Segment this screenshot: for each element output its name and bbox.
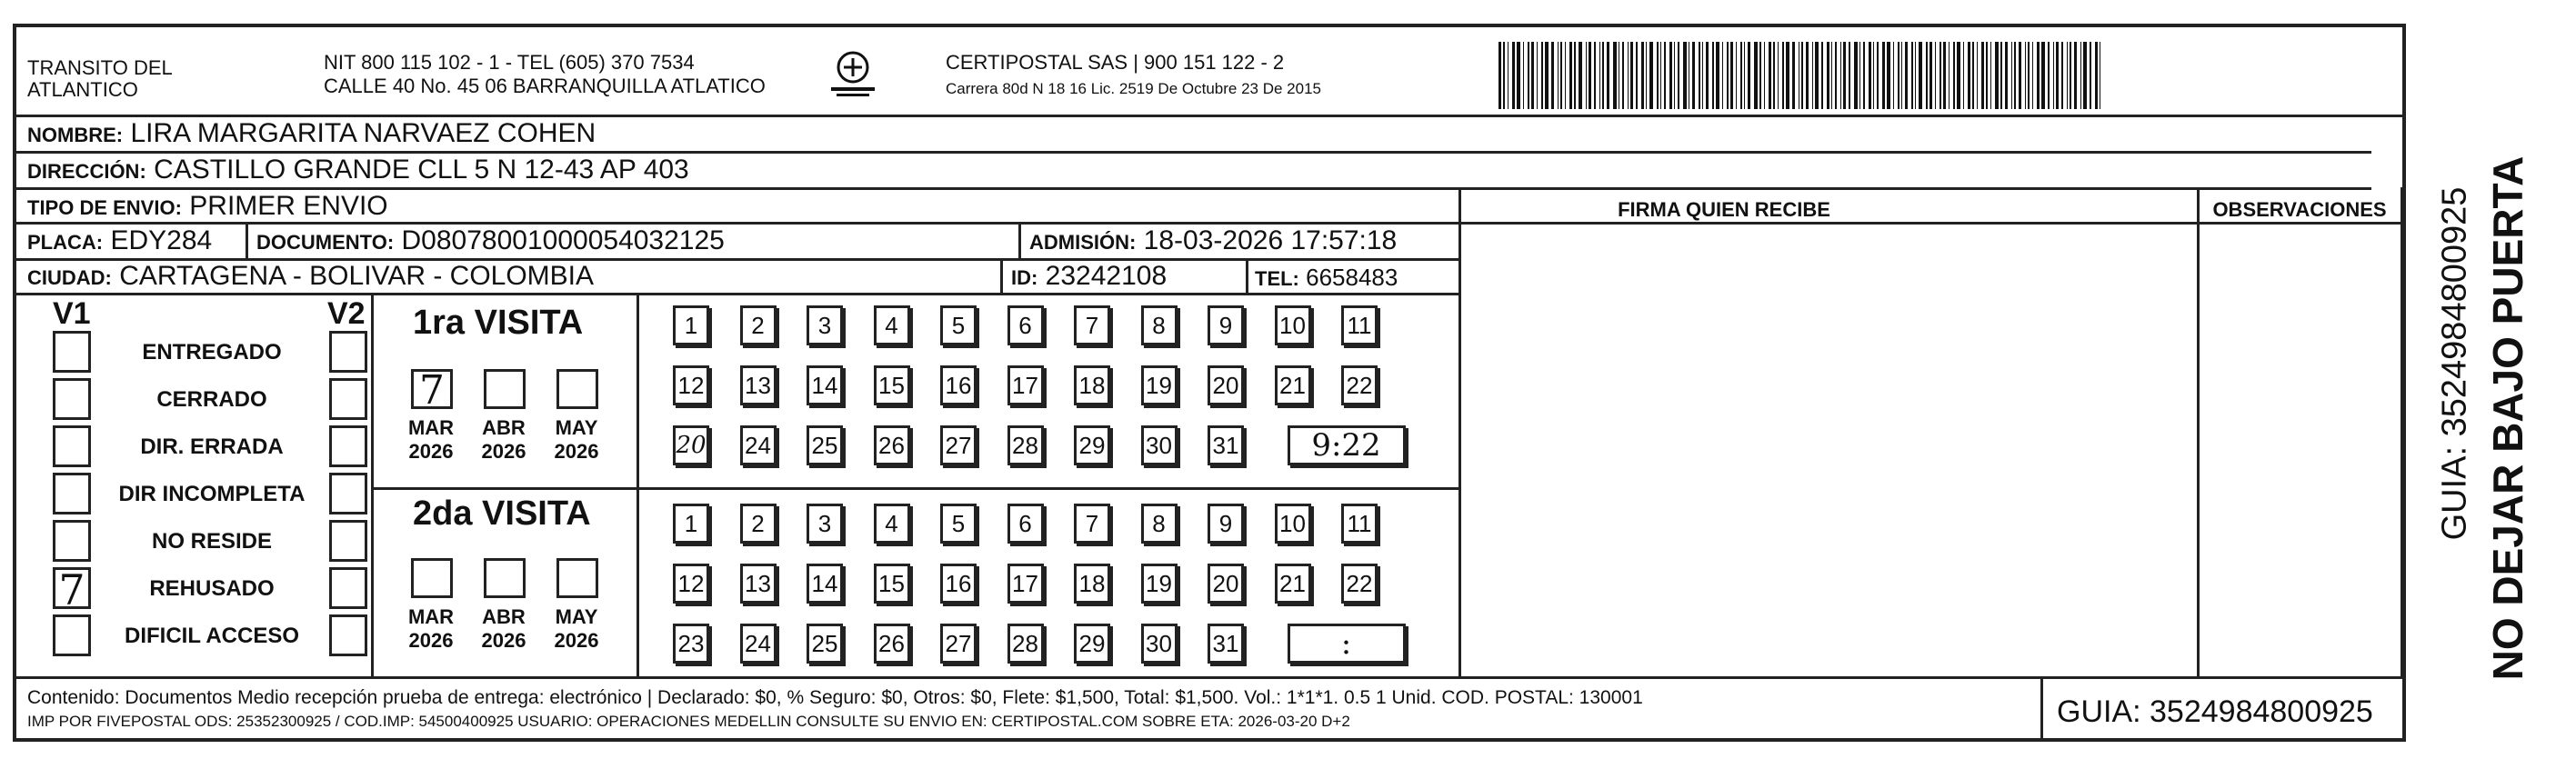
admission-datetime: 18-03-2026 17:57:18 — [1143, 225, 1398, 255]
admission-field — [1029, 225, 1397, 256]
barcode-bar — [2032, 42, 2033, 109]
barcode-bar — [1706, 42, 1709, 109]
barcode-bar — [1599, 42, 1600, 109]
v2-checkbox-6[interactable] — [329, 567, 367, 609]
barcode-bar — [1769, 42, 1771, 109]
v2-checkbox-3[interactable] — [329, 425, 367, 467]
no-slide-under-door-warning: NO DEJAR BAJO PUERTA — [2484, 155, 2531, 681]
visit1-day-19[interactable]: 19 — [1141, 365, 1178, 405]
status-option-label: DIFICIL ACCESO — [124, 624, 299, 648]
barcode-bar — [1537, 42, 1538, 109]
barcode-bar — [1827, 42, 1829, 109]
barcode-bar — [1594, 42, 1596, 109]
id-label: ID: — [1011, 266, 1038, 289]
barcode-bar — [1531, 42, 1534, 109]
barcode-bar — [1957, 42, 1960, 109]
barcode-bar — [1586, 42, 1587, 109]
v2-checkbox-2[interactable] — [329, 378, 367, 420]
barcode-bar — [1801, 42, 1803, 109]
visit2-day-31[interactable]: 31 — [1208, 624, 1244, 664]
barcode-bar — [1990, 42, 1991, 109]
barcode-bar — [1579, 42, 1582, 109]
visit2-day-24[interactable]: 24 — [740, 624, 777, 664]
barcode-bar — [1812, 42, 1813, 109]
name-label: NOMBRE: — [27, 124, 124, 146]
status-option-label: DIR INCOMPLETA — [118, 482, 306, 506]
barcode-bar — [2011, 42, 2012, 109]
barcode-bar — [1702, 42, 1703, 109]
barcode-bar — [2048, 42, 2050, 109]
barcode-bar — [1560, 42, 1562, 109]
courier-line2: Carrera 80d N 18 16 Lic. 2519 De Octubre 23 De 2015 — [946, 80, 1321, 97]
barcode-bar — [1995, 42, 1999, 109]
visit1-day-3[interactable]: 3 — [807, 305, 843, 345]
barcode-bar — [2005, 42, 2008, 109]
visit2-day-5[interactable]: 5 — [940, 504, 977, 544]
barcode-bar — [1722, 42, 1723, 109]
tel-field — [1255, 264, 1398, 292]
barcode-bar — [1664, 42, 1666, 109]
status-option-label: REHUSADO — [149, 576, 275, 601]
barcode-bar — [1574, 42, 1576, 109]
visit2-day-1[interactable]: 1 — [673, 504, 709, 544]
visit1-day-20[interactable]: 20 — [1208, 365, 1244, 405]
barcode-bar — [2025, 42, 2026, 109]
barcode-bar — [1859, 42, 1860, 109]
visit2-day-12[interactable]: 12 — [673, 564, 709, 604]
barcode-bar — [1754, 42, 1758, 109]
barcode-bar — [1764, 42, 1765, 109]
plate-label: PLACA: — [27, 231, 104, 254]
barcode-bar — [1622, 42, 1624, 109]
barcode-bar — [1901, 42, 1902, 109]
visit2-title: 2da VISITA — [413, 494, 591, 533]
barcode-bar — [1977, 42, 1978, 109]
visit1-day-27[interactable]: 27 — [940, 425, 977, 465]
barcode-bar — [1716, 42, 1719, 109]
visit2-day-4[interactable]: 4 — [874, 504, 910, 544]
visit1-day-17[interactable]: 17 — [1007, 365, 1044, 405]
barcode-bar — [1873, 42, 1874, 109]
barcode-bar — [1699, 42, 1700, 109]
visit1-day-23[interactable]: 20 — [673, 425, 709, 465]
barcode-bar — [2067, 42, 2068, 109]
barcode-bar — [1887, 42, 1890, 109]
barcode-bar — [1882, 42, 1885, 109]
signature-column-header: FIRMA QUIEN RECIBE — [1618, 198, 1830, 221]
barcode-bar — [2083, 42, 2087, 109]
barcode-bar — [1986, 42, 1988, 109]
barcode-bar — [1589, 42, 1591, 109]
visit2-day-17[interactable]: 17 — [1007, 564, 1044, 604]
visit2-day-9[interactable]: 9 — [1208, 504, 1244, 544]
v1-checkbox-1[interactable] — [53, 331, 91, 373]
visit1-day-14[interactable]: 14 — [807, 365, 843, 405]
visit2-month-label: MAR 2026 — [407, 605, 455, 652]
barcode-bar — [1649, 42, 1653, 109]
visit1-day-22[interactable]: 22 — [1341, 365, 1378, 405]
barcode-bar — [1660, 42, 1661, 109]
visit1-day-24[interactable]: 24 — [740, 425, 777, 465]
visit1-day-6[interactable]: 6 — [1007, 305, 1044, 345]
visit2-month-checkbox-abr[interactable] — [484, 558, 526, 598]
imp-details: IMP POR FIVEPOSTAL ODS: 25352300925 / COD.IMP: 54500400925 USUARIO: OPERACIONES MEDELLIN CONSULTE SU ENVIO EN: CERTIPOSTAL.COM SOBRE ETA: 2026-03-20 D+2 — [27, 713, 1350, 730]
plate-field — [27, 225, 212, 256]
barcode-bar — [1929, 42, 1932, 109]
barcode-bar — [1943, 42, 1946, 109]
status-option-label: DIR. ERRADA — [140, 434, 284, 459]
v1-label: V1 — [53, 296, 91, 331]
barcode-bar — [1898, 42, 1899, 109]
visit1-time-box[interactable]: 9:22 — [1288, 425, 1406, 465]
barcode-bar — [1773, 42, 1775, 109]
barcode-bar — [1835, 42, 1837, 109]
visit2-month-label: MAY 2026 — [554, 605, 599, 652]
document-number: D08078001000054032125 — [401, 225, 725, 255]
barcode-bar — [1935, 42, 1936, 109]
barcode-bar — [1730, 42, 1733, 109]
document-label: DOCUMENTO: — [256, 231, 395, 254]
visit1-title: 1ra VISITA — [413, 304, 584, 342]
visit1-month-checkbox-abr[interactable] — [484, 369, 526, 409]
barcode-bar — [1815, 42, 1819, 109]
org-name-line1: TRANSITO DEL — [27, 56, 173, 79]
barcode-bar — [2074, 42, 2077, 109]
visit2-day-16[interactable]: 16 — [940, 564, 977, 604]
visit2-month-checkbox-may[interactable] — [556, 558, 598, 598]
visit1-day-28[interactable]: 28 — [1007, 425, 1044, 465]
barcode-bar — [1508, 42, 1509, 109]
barcode-bar — [1630, 42, 1633, 109]
visit1-day-8[interactable]: 8 — [1141, 305, 1178, 345]
barcode-bar — [2037, 42, 2040, 109]
barcode-bar — [1911, 42, 1913, 109]
visit1-day-1[interactable]: 1 — [673, 305, 709, 345]
shipment-type-label: TIPO DE ENVIO: — [27, 196, 182, 219]
v2-checkbox-1[interactable] — [329, 331, 367, 373]
address-line: CALLE 40 No. 45 06 BARRANQUILLA ATLATICO — [324, 75, 766, 97]
city-label: CIUDAD: — [27, 266, 112, 289]
v2-checkbox-5[interactable] — [329, 520, 367, 562]
barcode-bar — [1607, 42, 1609, 109]
id-field — [1011, 261, 1167, 292]
barcode-bar — [1636, 42, 1638, 109]
visit1-month-checkbox-may[interactable] — [556, 369, 598, 409]
visit2-day-18[interactable]: 18 — [1074, 564, 1110, 604]
tel-number: 6658483 — [1306, 264, 1398, 291]
barcode-bar — [1692, 42, 1695, 109]
barcode-bar — [1759, 42, 1761, 109]
recipient-name: LIRA MARGARITA NARVAEZ COHEN — [130, 118, 596, 148]
barcode-bar — [2028, 42, 2030, 109]
barcode-bar — [1949, 42, 1950, 109]
barcode-bar — [2090, 42, 2091, 109]
visit2-month-checkbox-mar[interactable] — [411, 558, 453, 598]
plate: EDY284 — [110, 225, 213, 255]
barcode-bar — [1674, 42, 1675, 109]
status-option-label: CERRADO — [156, 387, 267, 412]
visit1-day-12[interactable]: 12 — [673, 365, 709, 405]
barcode-bar — [2053, 42, 2054, 109]
city-field — [27, 261, 594, 292]
courier-line1: CERTIPOSTAL SAS | 900 151 122 - 2 — [946, 51, 1285, 74]
barcode-bar — [1940, 42, 1941, 109]
visit1-day-18[interactable]: 18 — [1074, 365, 1110, 405]
barcode-bar — [1736, 42, 1737, 109]
visit2-day-22[interactable]: 22 — [1341, 564, 1378, 604]
barcode-bar — [2095, 42, 2098, 109]
admission-label: ADMISIÓN: — [1029, 231, 1137, 254]
barcode-bar — [1683, 42, 1687, 109]
visit2-month-label: ABR 2026 — [481, 605, 526, 652]
barcode-bar — [1678, 42, 1679, 109]
barcode-bar — [1782, 42, 1784, 109]
barcode-bar — [2061, 42, 2063, 109]
barcode-bar — [1657, 42, 1659, 109]
side-guia: GUIA: 3524984800925 — [2435, 186, 2474, 541]
visit1-month-label: MAR 2026 — [407, 416, 455, 463]
barcode-bar — [2080, 42, 2081, 109]
visit1-day-7[interactable]: 7 — [1074, 305, 1110, 345]
visit2-day-25[interactable]: 25 — [807, 624, 843, 664]
barcode-bar — [1968, 42, 1970, 109]
barcode-bar — [1863, 42, 1865, 109]
recipient-address: CASTILLO GRANDE CLL 5 N 12-43 AP 403 — [154, 155, 689, 185]
barcode-bar — [1744, 42, 1745, 109]
barcode-bar — [1613, 42, 1617, 109]
barcode-bar — [1503, 42, 1505, 109]
visit2-day-10[interactable]: 10 — [1275, 504, 1311, 544]
barcode-bar — [1963, 42, 1964, 109]
visit1-day-13[interactable]: 13 — [740, 365, 777, 405]
v1-checkbox-7[interactable] — [53, 614, 91, 656]
barcode-bar — [1646, 42, 1647, 109]
visit2-day-3[interactable]: 3 — [807, 504, 843, 544]
v1-checkbox-6[interactable]: 7 — [53, 567, 91, 609]
name-field — [27, 118, 596, 149]
shipment-type: PRIMER ENVIO — [189, 191, 388, 221]
visit2-time-box[interactable]: : — [1288, 624, 1406, 664]
visit1-month-checkbox-mar[interactable]: 7 — [411, 369, 453, 409]
barcode-bar — [1821, 42, 1823, 109]
barcode-bar — [1926, 42, 1928, 109]
v2-checkbox-4[interactable] — [329, 473, 367, 514]
barcode-bar — [1748, 42, 1750, 109]
barcode-bar — [1843, 42, 1846, 109]
barcode-bar — [2070, 42, 2071, 109]
barcode-bar — [1727, 42, 1729, 109]
barcode-bar — [1792, 42, 1795, 109]
barcode-bar — [1523, 42, 1524, 109]
visit1-day-29[interactable]: 29 — [1074, 425, 1110, 465]
barcode-bar — [1569, 42, 1572, 109]
visit2-day-23[interactable]: 23 — [673, 624, 709, 664]
barcode-bar — [1512, 42, 1515, 109]
visit1-day-25[interactable]: 25 — [807, 425, 843, 465]
barcode-bar — [1786, 42, 1789, 109]
visit2-day-7[interactable]: 7 — [1074, 504, 1110, 544]
org-name-line2: ATLANTICO — [27, 78, 138, 101]
visit2-day-14[interactable]: 14 — [807, 564, 843, 604]
visit1-day-15[interactable]: 15 — [874, 365, 910, 405]
visit1-day-26[interactable]: 26 — [874, 425, 910, 465]
barcode-bar — [1565, 42, 1566, 109]
visit1-day-11[interactable]: 11 — [1341, 305, 1378, 345]
barcode-bar — [1953, 42, 1955, 109]
barcode-bar — [2056, 42, 2059, 109]
visit2-day-27[interactable]: 27 — [940, 624, 977, 664]
v2-checkbox-7[interactable] — [329, 614, 367, 656]
visit2-day-28[interactable]: 28 — [1007, 624, 1044, 664]
visit2-day-30[interactable]: 30 — [1141, 624, 1178, 664]
visit1-day-30[interactable]: 30 — [1141, 425, 1178, 465]
visit1-day-4[interactable]: 4 — [874, 305, 910, 345]
barcode-bar — [1528, 42, 1529, 109]
content-details: Contenido: Documentos Medio recepción prueba de entrega: electrónico | Declarado: $0, % Seguro: $0, Otros: $0, Flete: $1,500, Total: $1,500. Vol.: 1*1*1. 0.5 1 Unid. COD. POSTAL: 130001 — [27, 687, 1643, 708]
v1-checkbox-3[interactable] — [53, 425, 91, 467]
visit2-day-19[interactable]: 19 — [1141, 564, 1178, 604]
barcode-bar — [1740, 42, 1742, 109]
visit2-day-6[interactable]: 6 — [1007, 504, 1044, 544]
barcode-bar — [1641, 42, 1644, 109]
barcode-bar — [1545, 42, 1549, 109]
barcode-bar — [1778, 42, 1779, 109]
v1-checkbox-2[interactable] — [53, 378, 91, 420]
document-field — [256, 225, 725, 256]
visit2-day-11[interactable]: 11 — [1341, 504, 1378, 544]
barcode-bar — [2041, 42, 2045, 109]
barcode-bar — [1849, 42, 1850, 109]
visit2-day-29[interactable]: 29 — [1074, 624, 1110, 664]
barcode-bar — [1602, 42, 1604, 109]
barcode-bar — [1806, 42, 1809, 109]
barcode-bar — [1905, 42, 1908, 109]
barcode-bar — [2019, 42, 2021, 109]
visit1-day-5[interactable]: 5 — [940, 305, 977, 345]
visit1-day-31[interactable]: 31 — [1208, 425, 1244, 465]
visit1-day-16[interactable]: 16 — [940, 365, 977, 405]
barcode-bar — [1893, 42, 1894, 109]
certipostal-logo-icon — [826, 47, 880, 100]
visit2-day-8[interactable]: 8 — [1141, 504, 1178, 544]
visit2-day-13[interactable]: 13 — [740, 564, 777, 604]
visit2-day-21[interactable]: 21 — [1275, 564, 1311, 604]
barcode-bar — [1558, 42, 1559, 109]
id-number: 23242108 — [1045, 261, 1168, 291]
tel-label: TEL: — [1255, 267, 1299, 290]
v2-label: V2 — [327, 296, 366, 331]
barcode-bar — [1551, 42, 1554, 109]
barcode-bar — [1972, 42, 1974, 109]
visit2-day-20[interactable]: 20 — [1208, 564, 1244, 604]
barcode-bar — [1854, 42, 1858, 109]
barcode-bar — [1831, 42, 1832, 109]
footer-guia: GUIA: 3524984800925 — [2057, 694, 2373, 729]
barcode-bar — [1541, 42, 1543, 109]
barcode-bar — [1840, 42, 1841, 109]
address-field — [27, 155, 689, 185]
observations-column-header: OBSERVACIONES — [2212, 198, 2387, 221]
barcode-bar — [1517, 42, 1520, 109]
visit1-month-label: MAY 2026 — [554, 416, 599, 463]
visit2-day-2[interactable]: 2 — [740, 504, 777, 544]
address-label: DIRECCIÓN: — [27, 160, 146, 183]
city: CARTAGENA - BOLIVAR - COLOMBIA — [119, 261, 595, 291]
barcode-bar — [1669, 42, 1672, 109]
barcode-bar — [1712, 42, 1714, 109]
visit2-day-26[interactable]: 26 — [874, 624, 910, 664]
status-option-label: ENTREGADO — [142, 340, 282, 365]
visit2-day-15[interactable]: 15 — [874, 564, 910, 604]
barcode-bar — [1869, 42, 1871, 109]
visit1-day-2[interactable]: 2 — [740, 305, 777, 345]
barcode-bar — [2014, 42, 2016, 109]
shipment-type-field — [27, 191, 388, 222]
v1-checkbox-4[interactable] — [53, 473, 91, 514]
barcode-bar — [2000, 42, 2002, 109]
visit1-day-10[interactable]: 10 — [1275, 305, 1311, 345]
barcode-bar — [1981, 42, 1984, 109]
barcode-bar — [1628, 42, 1629, 109]
barcode-bar — [1498, 42, 1501, 109]
nit-line: NIT 800 115 102 - 1 - TEL (605) 370 7534 — [324, 51, 695, 74]
barcode — [1498, 42, 2226, 109]
visit1-day-21[interactable]: 21 — [1275, 365, 1311, 405]
visit1-day-9[interactable]: 9 — [1208, 305, 1244, 345]
visit1-month-label: ABR 2026 — [481, 416, 526, 463]
barcode-bar — [1915, 42, 1916, 109]
status-option-label: NO RESIDE — [151, 529, 273, 554]
barcode-bar — [1877, 42, 1879, 109]
v1-checkbox-5[interactable] — [53, 520, 91, 562]
barcode-bar — [1919, 42, 1922, 109]
